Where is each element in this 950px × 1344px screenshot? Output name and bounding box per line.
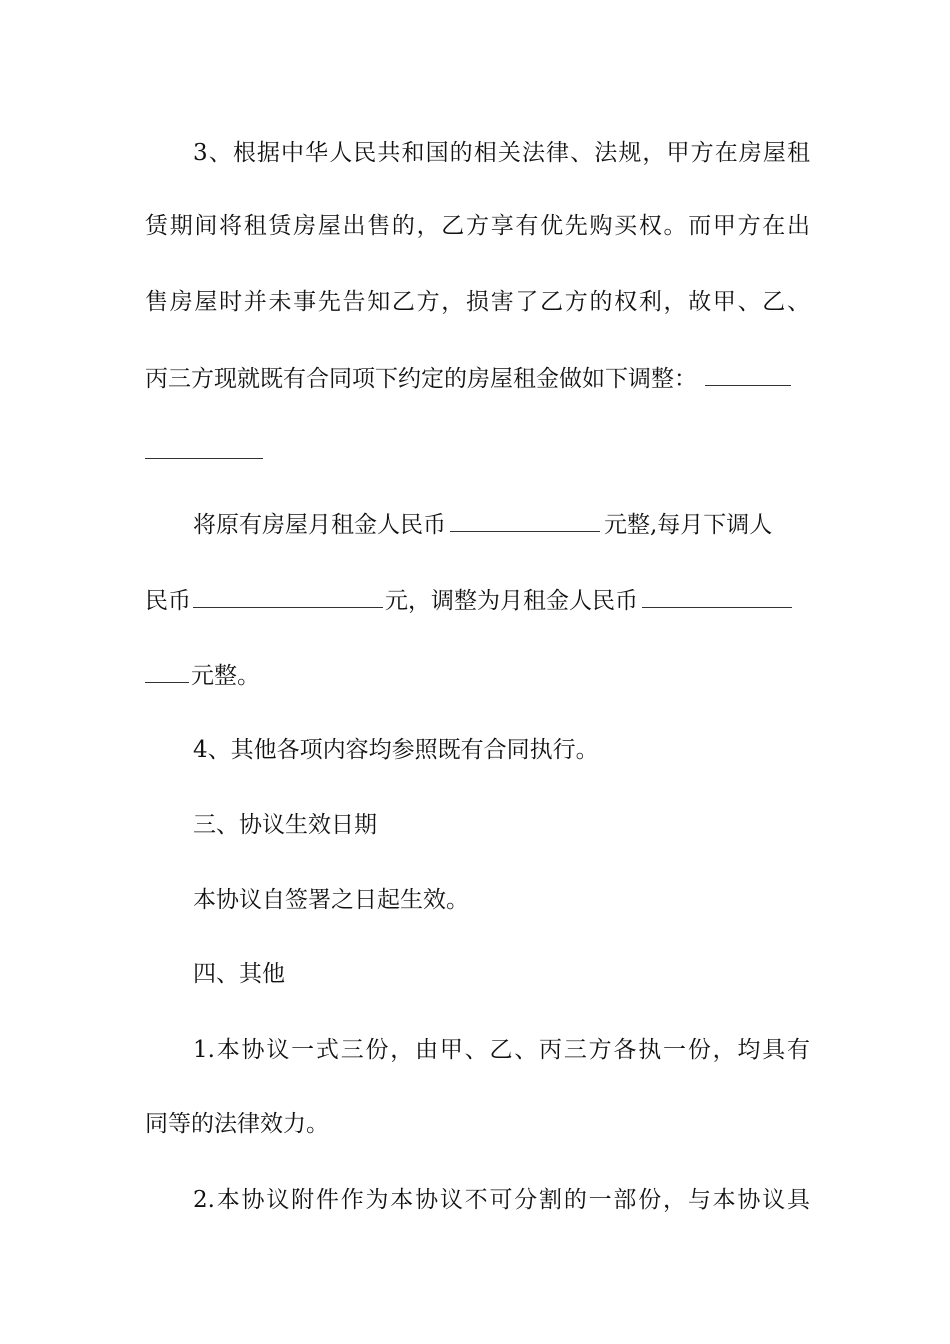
rent-line-1 bbox=[193, 510, 810, 540]
paragraph-3-line-2: 赁期间将租赁房屋出售的，乙方享有优先购买权。而甲方在出 bbox=[145, 213, 810, 239]
rent-line-2 bbox=[145, 586, 810, 616]
original-rent-blank[interactable] bbox=[450, 511, 600, 532]
paragraph-3-line-3: 售房屋时并未事先告知乙方，损害了乙方的权利，故甲、乙、 bbox=[145, 289, 810, 315]
new-rent-blank-continued[interactable] bbox=[145, 662, 189, 683]
rent-line-3 bbox=[145, 661, 810, 691]
clause-4-2-line-1: 2.本协议附件作为本协议不可分割的一部份，与本协议具 bbox=[193, 1187, 810, 1213]
rent-line-3-text: 元整。 bbox=[191, 663, 260, 689]
section-3-title: 三、协议生效日期 bbox=[193, 812, 377, 838]
reduction-blank[interactable] bbox=[193, 587, 383, 608]
rent-line-2-text-a: 民币 bbox=[145, 588, 191, 614]
paragraph-4: 4、其他各项内容均参照既有合同执行。 bbox=[193, 737, 599, 763]
section-4-title: 四、其他 bbox=[193, 961, 285, 987]
section-3-body: 本协议自签署之日起生效。 bbox=[193, 887, 469, 913]
rent-line-1-text-b: 元整,每月下调人 bbox=[604, 512, 773, 538]
paragraph-3-line-4 bbox=[145, 364, 810, 394]
paragraph-3-line-4-text: 丙三方现就既有合同项下约定的房屋租金做如下调整： bbox=[145, 366, 697, 392]
clause-4-1-line-2: 同等的法律效力。 bbox=[145, 1111, 329, 1137]
new-rent-blank[interactable] bbox=[642, 587, 792, 608]
rent-line-2-text-b: 元，调整为月租金人民币 bbox=[385, 588, 638, 614]
paragraph-3-line-1: 3、根据中华人民共和国的相关法律、法规，甲方在房屋租 bbox=[193, 140, 810, 166]
fill-blank[interactable] bbox=[145, 458, 263, 459]
fill-blank[interactable] bbox=[705, 365, 791, 386]
rent-line-1-text-a: 将原有房屋月租金人民币 bbox=[193, 512, 446, 538]
clause-4-1-line-1: 1.本协议一式三份，由甲、乙、丙三方各执一份，均具有 bbox=[193, 1037, 810, 1063]
